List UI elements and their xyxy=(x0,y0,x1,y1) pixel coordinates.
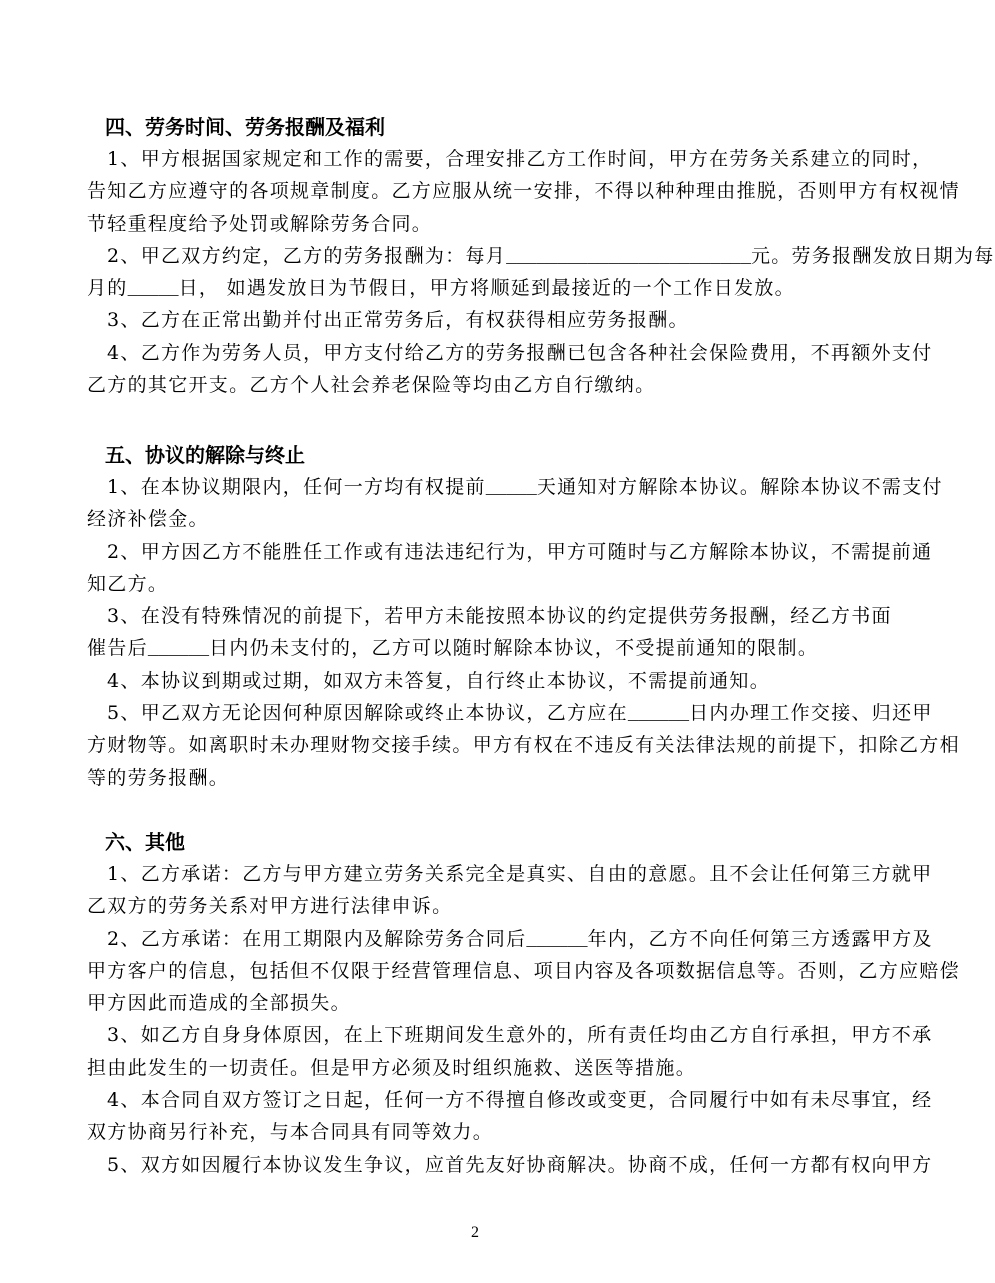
clause-paragraph xyxy=(87,240,995,305)
clause-text: 告知乙方应遵守的各项规章制度。乙方应服从统一安排，不得以种种理由推脱，否则甲方有权视情 xyxy=(87,180,960,203)
text-line xyxy=(87,272,887,304)
text-line xyxy=(87,1149,933,1181)
text-line xyxy=(87,600,892,632)
clause-paragraph xyxy=(87,536,933,601)
clause-paragraph xyxy=(87,471,943,536)
section-heading: 五、协议的解除与终止 xyxy=(105,443,305,467)
text-line xyxy=(87,471,943,503)
clause-text: 4、本合同自双方签订之日起，任何一方不得擅自修改或变更，合同履行中如有未尽事宜，经 xyxy=(107,1089,933,1112)
clause-text: 等的劳务报酬。 xyxy=(87,766,230,789)
text-line xyxy=(87,208,887,240)
clause-text: 年内，乙方不向任何第三方透露甲方及 xyxy=(587,927,933,950)
text-line xyxy=(87,987,887,1019)
fill-in-blank: ______ xyxy=(147,641,210,661)
clause-text: 月的 xyxy=(87,277,128,300)
clause-paragraph xyxy=(87,923,960,1020)
clause-paragraph xyxy=(87,665,887,697)
clause-text: 4、本协议到期或过期，如双方未答复，自行终止本协议，不需提前通知。 xyxy=(107,669,770,692)
clause-text: 节轻重程度给予处罚或解除劳务合同。 xyxy=(87,212,433,235)
clause-text: 3、乙方在正常出勤并付出正常劳务后，有权获得相应劳务报酬。 xyxy=(107,309,689,332)
text-line xyxy=(87,665,887,697)
text-line xyxy=(87,955,960,987)
text-line xyxy=(87,858,933,890)
clause-text: 日， 如遇发放日为节假日，甲方将顺延到最接近的一个工作日发放。 xyxy=(178,277,795,300)
clause-text: 1、乙方承诺：乙方与甲方建立劳务关系完全是真实、自由的意愿。且不会让任何第三方就甲 xyxy=(107,863,933,885)
text-line xyxy=(87,568,887,600)
clause-text: 方财物等。如离职时未办理财物交接手续。甲方有权在不违反有关法律法规的前提下，扣除乙方相 xyxy=(87,734,960,757)
fill-in-blank: ______ xyxy=(627,706,690,726)
fill-in-blank: _____ xyxy=(485,480,537,499)
text-line xyxy=(87,890,887,922)
text-line xyxy=(87,923,933,955)
text-line xyxy=(87,503,887,535)
clause-text: 1、在本协议期限内，任何一方均有权提前 xyxy=(107,476,486,498)
clause-text: 担由此发生的一切责任。但是甲方必须及时组织施救、送医等措施。 xyxy=(87,1056,697,1079)
clause-text: 5、甲乙双方无论因何种原因解除或终止本协议，乙方应在 xyxy=(107,702,628,725)
text-line xyxy=(87,729,960,761)
text-line xyxy=(87,369,887,401)
clause-paragraph xyxy=(87,1084,933,1149)
clause-text: 甲方因此而造成的全部损失。 xyxy=(87,992,351,1015)
section-heading: 六、其他 xyxy=(105,830,185,854)
clause-text: 知乙方。 xyxy=(87,572,169,595)
section-heading: 四、劳务时间、劳务报酬及福利 xyxy=(105,115,385,139)
clause-paragraph xyxy=(87,600,892,665)
clause-paragraph xyxy=(87,697,960,794)
clause-text: 乙方的其它开支。乙方个人社会养老保险等均由乙方自行缴纳。 xyxy=(87,374,656,397)
fill-in-blank: ________________________ xyxy=(506,248,751,268)
text-line xyxy=(87,304,887,336)
clause-paragraph xyxy=(87,337,933,402)
text-line xyxy=(87,143,933,175)
clause-text: 天通知对方解除本协议。解除本协议不需支付 xyxy=(536,476,943,498)
clause-text: 3、如乙方自身身体原因，在上下班期间发生意外的，所有责任均由乙方自行承担，甲方不承 xyxy=(107,1024,933,1047)
text-line xyxy=(87,1052,887,1084)
clause-text: 甲方客户的信息，包括但不仅限于经营管理信息、项目内容及各项数据信息等。否则，乙方应赔偿 xyxy=(87,959,960,982)
text-line xyxy=(87,632,887,664)
clause-text: 日内仍未支付的，乙方可以随时解除本协议，不受提前通知的限制。 xyxy=(209,637,819,660)
text-line xyxy=(87,697,933,729)
clause-paragraph xyxy=(87,1019,933,1084)
clause-text: 双方协商另行补充，与本合同具有同等效力。 xyxy=(87,1121,494,1144)
clause-text: 1、甲方根据国家规定和工作的需要，合理安排乙方工作时间，甲方在劳务关系建立的同时， xyxy=(107,148,933,170)
text-line xyxy=(87,337,933,369)
text-line xyxy=(87,1019,933,1051)
text-line xyxy=(87,1084,933,1116)
text-line xyxy=(87,762,887,794)
text-line xyxy=(87,175,960,207)
clause-text: 催告后 xyxy=(87,637,148,660)
clause-paragraph xyxy=(87,143,960,240)
section-labor-time-pay xyxy=(87,111,995,401)
text-line xyxy=(87,536,933,568)
fill-in-blank: ______ xyxy=(526,931,588,951)
clause-text: 3、在没有特殊情况的前提下，若甲方未能按照本协议的约定提供劳务报酬，经乙方书面 xyxy=(107,605,892,628)
text-line xyxy=(87,1116,887,1148)
page-number: 2 xyxy=(471,1224,479,1241)
text-line xyxy=(87,240,995,272)
section-other xyxy=(87,826,960,1181)
clause-text: 2、甲方因乙方不能胜任工作或有违法违纪行为，甲方可随时与乙方解除本协议，不需提前通 xyxy=(107,540,933,563)
clause-text: 经济补偿金。 xyxy=(87,508,209,531)
clause-paragraph xyxy=(87,304,887,336)
clause-paragraph xyxy=(87,858,933,923)
clause-paragraph xyxy=(87,1149,933,1181)
clause-text: 2、甲乙双方约定，乙方的劳务报酬为：每月 xyxy=(107,244,507,267)
clause-text: 乙双方的劳务关系对甲方进行法律申诉。 xyxy=(87,895,453,918)
clause-text: 4、乙方作为劳务人员，甲方支付给乙方的劳务报酬已包含各种社会保险费用，不再额外支付 xyxy=(107,341,933,364)
clause-text: 日内办理工作交接、归还甲 xyxy=(689,702,933,725)
clause-text: 2、乙方承诺：在用工期限内及解除劳务合同后 xyxy=(107,927,527,950)
clause-text: 元。劳务报酬发放日期为每 xyxy=(750,244,995,267)
clause-text: 5、双方如因履行本协议发生争议，应首先友好协商解决。协商不成，任何一方都有权向甲方 xyxy=(107,1153,933,1176)
fill-in-blank: _____ xyxy=(127,281,179,301)
section-termination xyxy=(87,439,960,794)
